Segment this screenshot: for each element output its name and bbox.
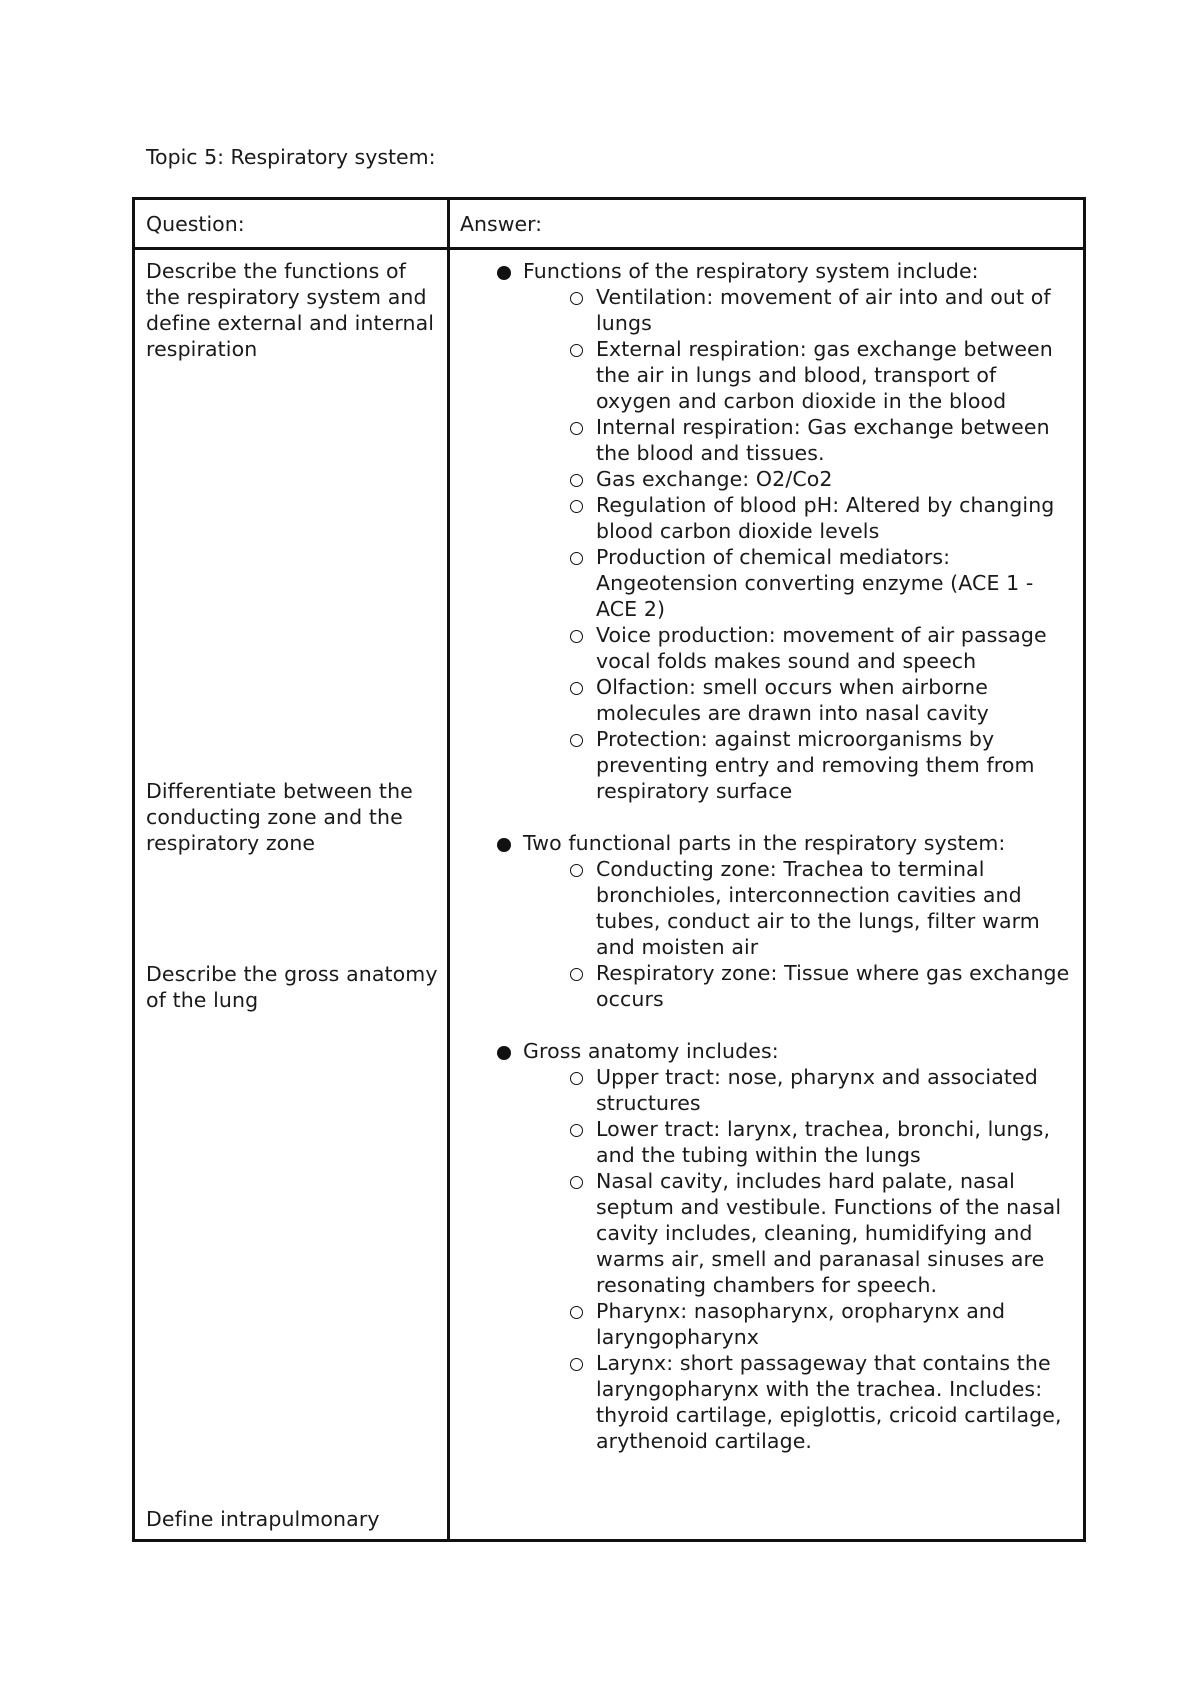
bullet-circle-icon bbox=[570, 1072, 583, 1085]
list-item-text: External respiration: gas exchange between the air in lungs and blood, transport of oxygen and carbon dioxide in the blood bbox=[596, 337, 1053, 413]
list-item-text: Conducting zone: Trachea to terminal bronchioles, interconnection cavities and tubes, conduct air to the lungs, filter warm and moisten air bbox=[596, 857, 1040, 959]
answer-lead bbox=[465, 258, 1075, 284]
bullet-circle-icon bbox=[570, 968, 583, 981]
list-item bbox=[465, 960, 1075, 1012]
list-item-text: Upper tract: nose, pharynx and associated structures bbox=[596, 1065, 1038, 1115]
bullet-circle-icon bbox=[570, 344, 583, 357]
header-divider bbox=[135, 247, 1083, 250]
answer-sublist bbox=[465, 1064, 1075, 1454]
answer-lead bbox=[465, 1038, 1075, 1064]
list-item-text: Internal respiration: Gas exchange between the blood and tissues. bbox=[596, 415, 1050, 465]
answer-group-gross-anatomy bbox=[465, 1038, 1075, 1454]
list-item-text: Respiratory zone: Tissue where gas exchange occurs bbox=[596, 961, 1070, 1011]
question-intrapulmonary: Define intrapulmonary bbox=[146, 1507, 380, 1531]
list-item-text: Lower tract: larynx, trachea, bronchi, lungs, and the tubing within the lungs bbox=[596, 1117, 1051, 1167]
list-item bbox=[465, 284, 1075, 336]
list-item bbox=[465, 856, 1075, 960]
list-item bbox=[465, 492, 1075, 544]
bullet-dot-icon bbox=[497, 266, 511, 280]
list-item bbox=[465, 1298, 1075, 1350]
list-item-text: Ventilation: movement of air into and out of lungs bbox=[596, 285, 1051, 335]
answer-sublist bbox=[465, 284, 1075, 804]
list-item bbox=[465, 1116, 1075, 1168]
list-item bbox=[465, 726, 1075, 804]
question-functions: Describe the functions of the respiratory system and define external and internal respiration bbox=[146, 259, 435, 361]
list-item bbox=[465, 336, 1075, 414]
bullet-circle-icon bbox=[570, 864, 583, 877]
list-item bbox=[465, 674, 1075, 726]
list-item-text: Larynx: short passageway that contains the laryngopharynx with the trachea. Includes: thyroid cartilage, epiglottis, cricoid cartilage, arythenoid cartilage. bbox=[596, 1351, 1062, 1453]
bullet-circle-icon bbox=[570, 1306, 583, 1319]
list-item bbox=[465, 544, 1075, 622]
answer-lead-text: Two functional parts in the respiratory system: bbox=[523, 831, 1006, 855]
answer-lead bbox=[465, 830, 1075, 856]
list-item bbox=[465, 1168, 1075, 1298]
list-item-text: Protection: against microorganisms by preventing entry and removing them from respiratory surface bbox=[596, 727, 1035, 803]
bullet-dot-icon bbox=[497, 838, 511, 852]
list-item bbox=[465, 466, 1075, 492]
column-divider bbox=[447, 200, 450, 1539]
bullet-dot-icon bbox=[497, 1046, 511, 1060]
answer-group-functions bbox=[465, 258, 1075, 804]
bullet-circle-icon bbox=[570, 552, 583, 565]
bullet-circle-icon bbox=[570, 630, 583, 643]
list-item bbox=[465, 622, 1075, 674]
list-item-text: Olfaction: smell occurs when airborne molecules are drawn into nasal cavity bbox=[596, 675, 989, 725]
answer-lead-text: Gross anatomy includes: bbox=[523, 1039, 779, 1063]
bullet-circle-icon bbox=[570, 1358, 583, 1371]
bullet-circle-icon bbox=[570, 474, 583, 487]
list-item-text: Regulation of blood pH: Altered by changing blood carbon dioxide levels bbox=[596, 493, 1055, 543]
list-item bbox=[465, 1350, 1075, 1454]
list-item-text: Pharynx: nasopharynx, oropharynx and laryngopharynx bbox=[596, 1299, 1006, 1349]
list-item-text: Nasal cavity, includes hard palate, nasal septum and vestibule. Functions of the nasal cavity includes, cleaning, humidifying and warms air, smell and paranasal sinuses are resonating chambers for speech. bbox=[596, 1169, 1062, 1297]
bullet-circle-icon bbox=[570, 292, 583, 305]
list-item-text: Production of chemical mediators: Angeotension converting enzyme (ACE 1 - ACE 2) bbox=[596, 545, 1034, 621]
answer-sublist bbox=[465, 856, 1075, 1012]
page-title: Topic 5: Respiratory system: bbox=[146, 145, 436, 169]
bullet-circle-icon bbox=[570, 734, 583, 747]
answer-lead-text: Functions of the respiratory system include: bbox=[523, 259, 979, 283]
question-header: Question: bbox=[146, 212, 245, 236]
bullet-circle-icon bbox=[570, 500, 583, 513]
question-zones: Differentiate between the conducting zone and the respiratory zone bbox=[146, 779, 413, 855]
bullet-circle-icon bbox=[570, 682, 583, 695]
list-item-text: Voice production: movement of air passage vocal folds makes sound and speech bbox=[596, 623, 1047, 673]
list-item bbox=[465, 414, 1075, 466]
bullet-circle-icon bbox=[570, 422, 583, 435]
bullet-circle-icon bbox=[570, 1124, 583, 1137]
answer-header: Answer: bbox=[460, 212, 543, 236]
question-gross-anatomy: Describe the gross anatomy of the lung bbox=[146, 962, 438, 1012]
answers-column bbox=[465, 258, 1075, 1480]
list-item-text: Gas exchange: O2/Co2 bbox=[596, 467, 833, 491]
list-item bbox=[465, 1064, 1075, 1116]
qa-table bbox=[132, 197, 1086, 1542]
bullet-circle-icon bbox=[570, 1176, 583, 1189]
answer-group-zones bbox=[465, 830, 1075, 1012]
